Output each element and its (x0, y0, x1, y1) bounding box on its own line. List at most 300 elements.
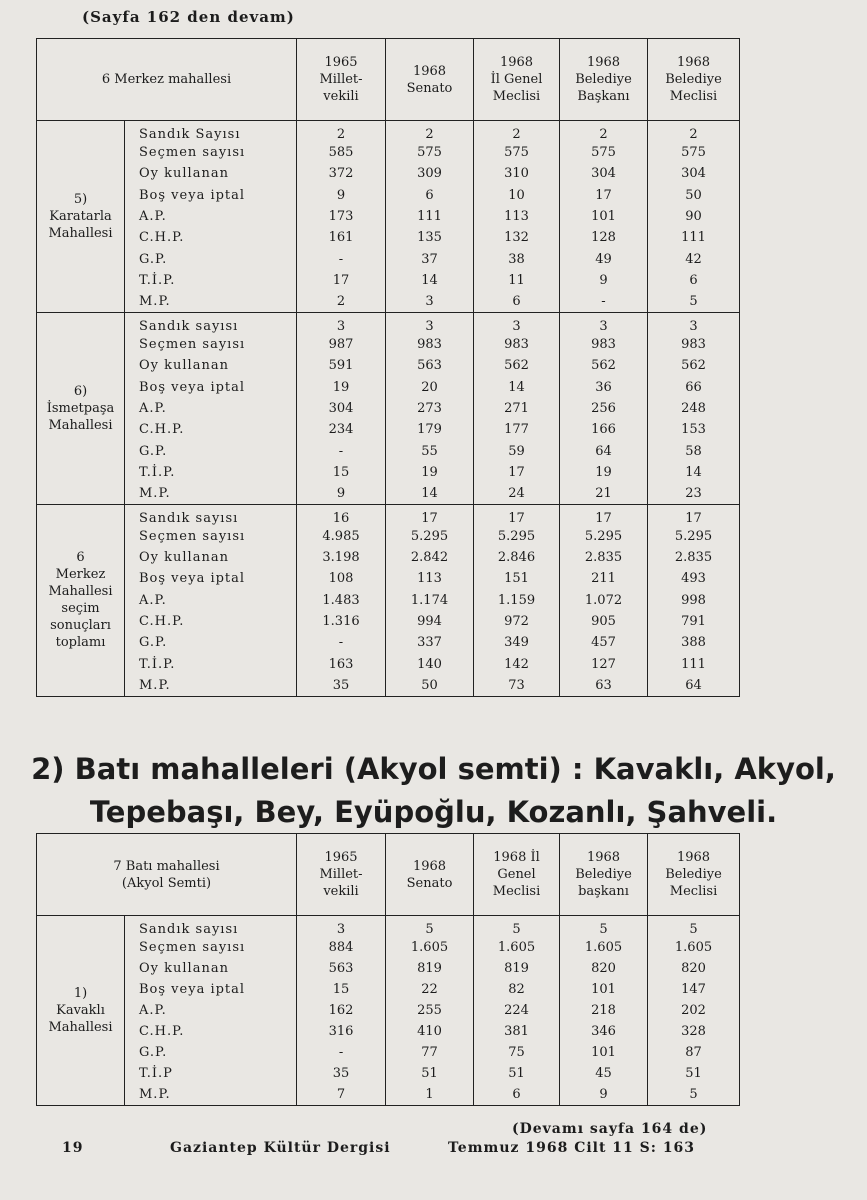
column-header (648, 39, 740, 121)
value-cell: 575 (648, 142, 740, 163)
table-row (37, 916, 740, 938)
value-cell: 493 (648, 568, 740, 589)
value-cell: 35 (297, 1063, 386, 1084)
text-line: 5) (73, 191, 88, 207)
value-cell: 151 (474, 568, 560, 589)
value-cell: 55 (386, 440, 474, 461)
value-cell: 38 (474, 248, 560, 269)
row-label: Sandık sayısı (125, 312, 297, 334)
text-line: Merkez (55, 567, 106, 583)
text-line: 1968 (586, 55, 621, 70)
text-line: Mahallesi (48, 225, 113, 241)
value-cell: 153 (648, 419, 740, 440)
value-cell: 17 (386, 504, 474, 526)
table-row (37, 334, 740, 355)
value-cell: 1.605 (386, 937, 474, 958)
value-cell: 10 (474, 185, 560, 206)
value-cell: 63 (560, 675, 648, 696)
row-label: A.P. (125, 398, 297, 419)
row-label: A.P. (125, 206, 297, 227)
table-row (37, 291, 740, 312)
column-header (474, 834, 560, 916)
value-cell: 819 (386, 958, 474, 979)
value-cell: 562 (648, 355, 740, 376)
value-cell: 905 (560, 611, 648, 632)
value-cell: 135 (386, 227, 474, 248)
value-cell: 111 (386, 206, 474, 227)
value-cell: 255 (386, 1000, 474, 1021)
row-label: M.P. (125, 1084, 297, 1105)
value-cell: 166 (560, 419, 648, 440)
table-row (37, 121, 740, 143)
value-cell: 9 (297, 483, 386, 504)
row-label: Oy kullanan (125, 163, 297, 184)
table-row (37, 958, 740, 979)
table-row (37, 206, 740, 227)
text-line: Belediye (575, 72, 632, 87)
value-cell: 2.835 (648, 547, 740, 568)
value-cell: 101 (560, 1042, 648, 1063)
value-cell: 173 (297, 206, 386, 227)
text-line: 1968 (412, 858, 447, 874)
text-line: Belediye (575, 867, 632, 882)
value-cell: 161 (297, 227, 386, 248)
text-line: İl Genel (490, 72, 543, 87)
value-cell: 42 (648, 248, 740, 269)
row-label: G.P. (125, 248, 297, 269)
value-cell: 5 (560, 916, 648, 938)
value-cell: 819 (474, 958, 560, 979)
value-cell: 388 (648, 632, 740, 653)
text-line: toplamı (55, 635, 106, 651)
value-cell: 304 (297, 398, 386, 419)
value-cell: 591 (297, 355, 386, 376)
value-cell: 304 (648, 163, 740, 184)
continuation-note: (Sayfa 162 den devam) (82, 8, 295, 26)
value-cell: 140 (386, 654, 474, 675)
value-cell: 24 (474, 483, 560, 504)
value-cell: 73 (474, 675, 560, 696)
row-label: G.P. (125, 632, 297, 653)
value-cell: - (297, 1042, 386, 1063)
table-row (37, 590, 740, 611)
row-label: Boş veya iptal (125, 376, 297, 397)
column-header (474, 39, 560, 121)
text-line: Mahallesi (48, 417, 113, 433)
text-line: 1968 (676, 850, 711, 865)
value-cell: 3 (560, 312, 648, 334)
text-line: Millet- (319, 72, 363, 87)
table-row (37, 611, 740, 632)
value-cell: 820 (560, 958, 648, 979)
value-cell: 3 (648, 312, 740, 334)
text-line: 1968 İl (493, 850, 540, 865)
corner-header (37, 834, 297, 916)
table-row (37, 270, 740, 291)
value-cell: 6 (386, 185, 474, 206)
text-line: Senato (406, 875, 453, 891)
column-header (297, 39, 386, 121)
table-row (37, 462, 740, 483)
continued-note: (Devamı sayfa 164 de) (512, 1121, 708, 1137)
value-cell: 17 (474, 462, 560, 483)
value-cell: 179 (386, 419, 474, 440)
value-cell: 16 (297, 504, 386, 526)
value-cell: 35 (297, 675, 386, 696)
value-cell: 50 (648, 185, 740, 206)
table-row (37, 937, 740, 958)
text-line: Başkanı (577, 89, 630, 104)
value-cell: 108 (297, 568, 386, 589)
header-row (37, 39, 740, 121)
header-row (37, 834, 740, 916)
row-label: Oy kullanan (125, 547, 297, 568)
value-cell: 37 (386, 248, 474, 269)
value-cell: 3 (474, 312, 560, 334)
text-line: Meclisi (669, 89, 718, 104)
row-label: M.P. (125, 291, 297, 312)
row-label: G.P. (125, 1042, 297, 1063)
value-cell: 128 (560, 227, 648, 248)
value-cell: 163 (297, 654, 386, 675)
row-label: C.H.P. (125, 419, 297, 440)
column-header (297, 834, 386, 916)
value-cell: 5.295 (560, 526, 648, 547)
row-label: C.H.P. (125, 227, 297, 248)
value-cell: 983 (560, 334, 648, 355)
value-cell: 346 (560, 1021, 648, 1042)
value-cell: 998 (648, 590, 740, 611)
value-cell: 5 (386, 916, 474, 938)
value-cell: 256 (560, 398, 648, 419)
value-cell: - (297, 248, 386, 269)
table-row (37, 1063, 740, 1084)
value-cell: 585 (297, 142, 386, 163)
value-cell: 59 (474, 440, 560, 461)
value-cell: 304 (560, 163, 648, 184)
text-line: 1968 (586, 850, 621, 865)
text-line: vekili (323, 89, 359, 104)
value-cell: 50 (386, 675, 474, 696)
value-cell: 6 (648, 270, 740, 291)
value-cell: - (560, 291, 648, 312)
value-cell: 410 (386, 1021, 474, 1042)
value-cell: 562 (560, 355, 648, 376)
table-row (37, 568, 740, 589)
table-row (37, 1000, 740, 1021)
table-row (37, 440, 740, 461)
value-cell: 75 (474, 1042, 560, 1063)
value-cell: 11 (474, 270, 560, 291)
text-line: Senato (406, 80, 453, 96)
table-row (37, 312, 740, 334)
row-label: Boş veya iptal (125, 979, 297, 1000)
value-cell: 6 (474, 291, 560, 312)
value-cell: 15 (297, 979, 386, 1000)
value-cell: 20 (386, 376, 474, 397)
table-row (37, 1042, 740, 1063)
value-cell: 17 (648, 504, 740, 526)
value-cell: 202 (648, 1000, 740, 1021)
value-cell: 82 (474, 979, 560, 1000)
value-cell: 51 (648, 1063, 740, 1084)
text-line: Kavaklı (56, 1002, 105, 1018)
value-cell: - (297, 632, 386, 653)
value-cell: 19 (386, 462, 474, 483)
value-cell: 1.483 (297, 590, 386, 611)
text-line: Karatarla (49, 208, 112, 224)
value-cell: 111 (648, 227, 740, 248)
value-cell: 14 (386, 483, 474, 504)
value-cell: 14 (474, 376, 560, 397)
value-cell: 2 (297, 291, 386, 312)
neighborhood-label (37, 312, 125, 504)
value-cell: 9 (560, 1084, 648, 1105)
value-cell: 142 (474, 654, 560, 675)
value-cell: 987 (297, 334, 386, 355)
value-cell: 575 (386, 142, 474, 163)
value-cell: 1.174 (386, 590, 474, 611)
table-row (37, 355, 740, 376)
text-line: 1968 (412, 63, 447, 79)
value-cell: 23 (648, 483, 740, 504)
row-label: Oy kullanan (125, 355, 297, 376)
text-line: 6 (76, 550, 85, 566)
text-line: Belediye (665, 72, 722, 87)
value-cell: 972 (474, 611, 560, 632)
value-cell: 90 (648, 206, 740, 227)
text-line: Mahallesi (48, 1019, 113, 1035)
table-row (37, 547, 740, 568)
section-heading-line2: Tepebaşı, Bey, Eyüpoğlu, Kozanlı, Şahveli. (89, 795, 778, 829)
table-row (37, 398, 740, 419)
row-label: Sandık sayısı (125, 504, 297, 526)
text-line: Belediye (665, 867, 722, 882)
table-row (37, 419, 740, 440)
corner-header: 6 Merkez mahallesi (37, 39, 297, 121)
value-cell: 2.842 (386, 547, 474, 568)
value-cell: 3 (386, 291, 474, 312)
value-cell: 994 (386, 611, 474, 632)
row-label: T.İ.P. (125, 462, 297, 483)
value-cell: 19 (297, 376, 386, 397)
value-cell: 3 (386, 312, 474, 334)
table-row (37, 163, 740, 184)
value-cell: 309 (386, 163, 474, 184)
value-cell: 563 (297, 958, 386, 979)
value-cell: 6 (474, 1084, 560, 1105)
value-cell: 328 (648, 1021, 740, 1042)
text-line: 7 Batı mahallesi (113, 858, 220, 874)
row-label: Sandık sayısı (125, 916, 297, 938)
column-header (560, 834, 648, 916)
value-cell: 2.846 (474, 547, 560, 568)
value-cell: 310 (474, 163, 560, 184)
value-cell: 381 (474, 1021, 560, 1042)
row-label: Seçmen sayısı (125, 142, 297, 163)
value-cell: 983 (474, 334, 560, 355)
value-cell: 5 (648, 291, 740, 312)
text-line: Genel (497, 867, 536, 882)
text-line: 1965 (324, 850, 358, 865)
text-line: Meclisi (492, 89, 541, 104)
value-cell: 5.295 (648, 526, 740, 547)
value-cell: 5 (648, 916, 740, 938)
value-cell: 64 (560, 440, 648, 461)
value-cell: 1.159 (474, 590, 560, 611)
row-label: T.İ.P (125, 1063, 297, 1084)
table-row (37, 632, 740, 653)
table-row (37, 675, 740, 696)
section-heading-line1: 2) Batı mahalleleri (Akyol semti) : Kavaklı, Akyol, (31, 752, 836, 786)
row-label: Boş veya iptal (125, 568, 297, 589)
value-cell: 127 (560, 654, 648, 675)
value-cell: 66 (648, 376, 740, 397)
text-line: 6) (73, 383, 88, 399)
row-label: G.P. (125, 440, 297, 461)
value-cell: 248 (648, 398, 740, 419)
column-header (386, 834, 474, 916)
value-cell: 218 (560, 1000, 648, 1021)
value-cell: 7 (297, 1084, 386, 1105)
value-cell: 17 (474, 504, 560, 526)
neighborhood-label (37, 916, 125, 1106)
row-label: Sandık Sayısı (125, 121, 297, 143)
value-cell: 177 (474, 419, 560, 440)
row-label: Boş veya iptal (125, 185, 297, 206)
value-cell: 4.985 (297, 526, 386, 547)
value-cell: 51 (386, 1063, 474, 1084)
value-cell: 14 (648, 462, 740, 483)
text-line: sonuçları (50, 618, 111, 634)
value-cell: 2 (474, 121, 560, 143)
value-cell: 15 (297, 462, 386, 483)
text-line: 1965 (324, 55, 358, 70)
value-cell: 45 (560, 1063, 648, 1084)
value-cell: 21 (560, 483, 648, 504)
table-row (37, 504, 740, 526)
table-row (37, 142, 740, 163)
row-label: M.P. (125, 483, 297, 504)
table-row (37, 227, 740, 248)
text-line: vekili (323, 884, 359, 899)
row-label: Seçmen sayısı (125, 937, 297, 958)
value-cell: 17 (297, 270, 386, 291)
election-table-central (36, 38, 740, 697)
value-cell: 234 (297, 419, 386, 440)
value-cell: 19 (560, 462, 648, 483)
value-cell: 791 (648, 611, 740, 632)
value-cell: 22 (386, 979, 474, 1000)
row-label: Oy kullanan (125, 958, 297, 979)
table-row (37, 526, 740, 547)
value-cell: 5 (474, 916, 560, 938)
table-row (37, 1084, 740, 1105)
value-cell: 575 (560, 142, 648, 163)
text-line: 1968 (499, 55, 534, 70)
value-cell: 2 (648, 121, 740, 143)
column-header (386, 39, 474, 121)
value-cell: 147 (648, 979, 740, 1000)
value-cell: 562 (474, 355, 560, 376)
text-line: 1968 (676, 55, 711, 70)
value-cell: 1.605 (560, 937, 648, 958)
row-label: A.P. (125, 590, 297, 611)
value-cell: 1.316 (297, 611, 386, 632)
value-cell: 316 (297, 1021, 386, 1042)
value-cell: 563 (386, 355, 474, 376)
value-cell: 2 (297, 121, 386, 143)
value-cell: 113 (386, 568, 474, 589)
value-cell: 49 (560, 248, 648, 269)
row-label: T.İ.P. (125, 270, 297, 291)
value-cell: 1.605 (648, 937, 740, 958)
neighborhood-label (37, 121, 125, 313)
value-cell: 3 (297, 916, 386, 938)
value-cell: 101 (560, 979, 648, 1000)
value-cell: 983 (386, 334, 474, 355)
value-cell: 2 (386, 121, 474, 143)
value-cell: 1.605 (474, 937, 560, 958)
table-row (37, 376, 740, 397)
table-row (37, 1021, 740, 1042)
value-cell: 273 (386, 398, 474, 419)
election-table-west (36, 833, 740, 1106)
journal-name: Gaziantep Kültür Dergisi (170, 1140, 391, 1156)
row-label: Seçmen sayısı (125, 334, 297, 355)
value-cell: 2 (560, 121, 648, 143)
value-cell: 349 (474, 632, 560, 653)
value-cell: 337 (386, 632, 474, 653)
value-cell: 1.072 (560, 590, 648, 611)
value-cell: 5.295 (386, 526, 474, 547)
row-label: Seçmen sayısı (125, 526, 297, 547)
value-cell: 2.835 (560, 547, 648, 568)
value-cell: 575 (474, 142, 560, 163)
issue-info: Temmuz 1968 Cilt 11 S: 163 (448, 1140, 696, 1156)
value-cell: 983 (648, 334, 740, 355)
text-line: seçim (61, 601, 100, 617)
value-cell: 17 (560, 504, 648, 526)
value-cell: 820 (648, 958, 740, 979)
column-header (648, 834, 740, 916)
value-cell: 372 (297, 163, 386, 184)
row-label: T.İ.P. (125, 654, 297, 675)
value-cell: 224 (474, 1000, 560, 1021)
value-cell: 132 (474, 227, 560, 248)
value-cell: 9 (560, 270, 648, 291)
text-line: başkanı (578, 884, 629, 899)
value-cell: 14 (386, 270, 474, 291)
value-cell: 5.295 (474, 526, 560, 547)
value-cell: 457 (560, 632, 648, 653)
text-line: 1) (73, 985, 88, 1001)
table-row (37, 185, 740, 206)
value-cell: 111 (648, 654, 740, 675)
value-cell: 162 (297, 1000, 386, 1021)
table-row (37, 483, 740, 504)
column-header (560, 39, 648, 121)
row-label: C.H.P. (125, 1021, 297, 1042)
text-line: Meclisi (669, 884, 718, 899)
value-cell: 101 (560, 206, 648, 227)
value-cell: 3.198 (297, 547, 386, 568)
value-cell: 5 (648, 1084, 740, 1105)
value-cell: 77 (386, 1042, 474, 1063)
value-cell: 58 (648, 440, 740, 461)
text-line: Meclisi (492, 884, 541, 899)
value-cell: 271 (474, 398, 560, 419)
